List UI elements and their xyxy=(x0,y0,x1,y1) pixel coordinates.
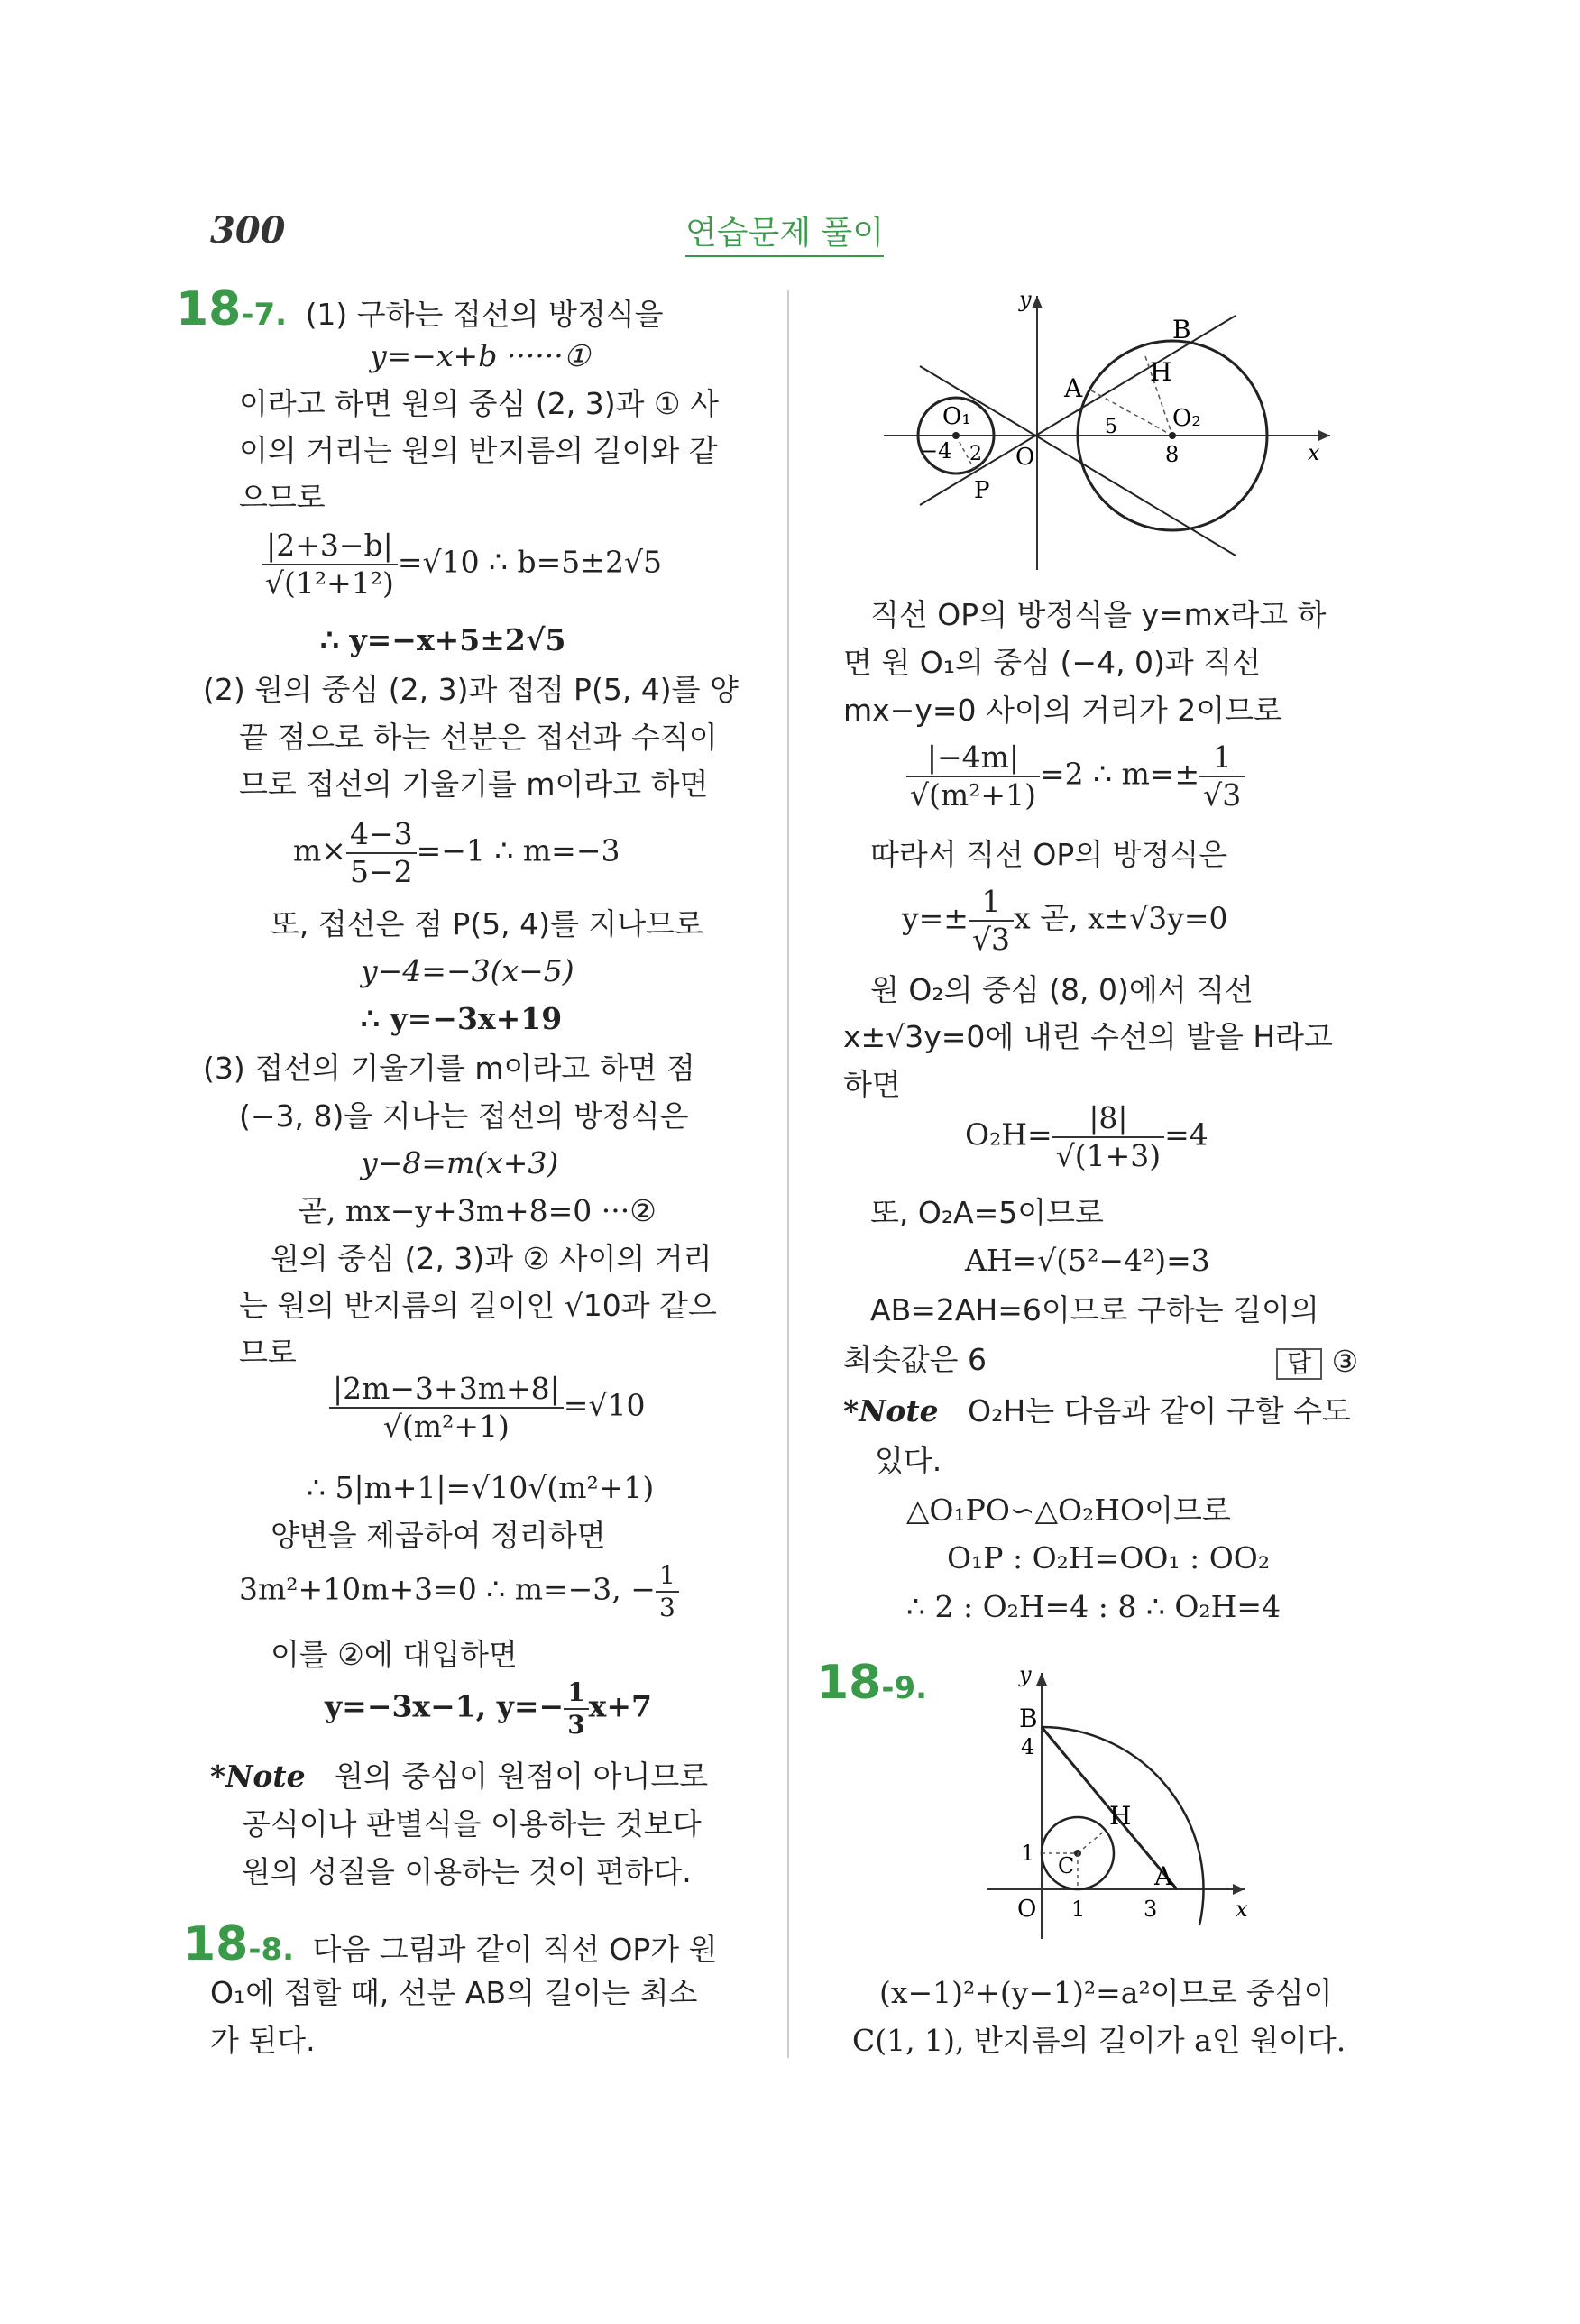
note-line: O₁P : O₂H=OO₁ : OO₂ xyxy=(947,1540,1271,1575)
label-a: A xyxy=(1154,1861,1173,1891)
text-line: (x−1)²+(y−1)²=a²이므로 중심이 xyxy=(879,1975,1333,2010)
text-line: (−3, 8)을 지나는 접선의 방정식은 xyxy=(239,1098,689,1134)
figure-18-9 xyxy=(974,1664,1263,1952)
fraction-eq-r1: $\frac{|-4m|}{\text{√(m²+1)}}$ =2 ∴ m=± $\frac{1}{√3}$ xyxy=(906,739,1245,813)
answer-mark: 답 ③ xyxy=(1276,1344,1358,1380)
text-line: 므로 xyxy=(239,1335,297,1370)
fraction-eq-3: $\frac{|2m-3+3m+8|}{\text{√(m²+1)}}$ =√10 xyxy=(329,1371,645,1444)
fraction-eq-1: $\frac{|2+3-b|}{\text{√(1²+1²)}}$ =√10 ∴ b=5±2√5 xyxy=(262,528,662,601)
label-c: C xyxy=(1058,1853,1075,1878)
label-8: 8 xyxy=(1165,442,1180,467)
label-o: O xyxy=(1015,444,1035,471)
label-2: 2 xyxy=(969,443,982,465)
label-5: 5 xyxy=(1105,416,1117,438)
problem-18-8-heading: 18-8. 다음 그림과 같이 직선 OP가 원 xyxy=(183,1917,718,1971)
text-line: 하면 xyxy=(843,1067,901,1102)
label-h: H xyxy=(1109,1801,1132,1831)
text-line: 또, O₂A=5이므로 xyxy=(870,1195,1104,1230)
label-4: 4 xyxy=(1021,1734,1035,1759)
text-line: (2) 원의 중심 (2, 3)과 접점 P(5, 4)를 양 xyxy=(203,672,739,707)
label-a: A xyxy=(1064,373,1083,403)
label-y: y xyxy=(1019,1664,1032,1687)
column-divider xyxy=(787,290,789,2058)
label-h: H xyxy=(1150,357,1172,387)
text-line: 는 원의 반지름의 길이인 √10과 같으 xyxy=(239,1288,717,1323)
text-line: x±√3y=0에 내린 수선의 발을 H라고 xyxy=(843,1019,1333,1054)
label-x: x xyxy=(1308,440,1320,465)
text-line: 므로 접선의 기울기를 m이라고 하면 xyxy=(239,767,709,802)
equation-5: ∴ 5|m+1|=√10√(m²+1) xyxy=(307,1470,655,1505)
label-y: y xyxy=(1019,289,1032,312)
center-o2 xyxy=(1169,432,1176,439)
label-o: O xyxy=(1017,1896,1037,1923)
equation-1: y=−x+b ······① xyxy=(370,338,591,373)
equation-2: y−4=−3(x−5) xyxy=(361,953,574,988)
problem-18-9-heading: 18-9. xyxy=(816,1656,928,1710)
answer-3: y=−3x−1, y=− $\frac{1}{3}$ x+7 xyxy=(325,1677,652,1740)
y-arrow-icon xyxy=(1032,296,1043,308)
equation-3: y−8=m(x+3) xyxy=(361,1145,559,1180)
note-line: ∴ 2 : O₂H=4 : 8 ∴ O₂H=4 xyxy=(906,1589,1281,1624)
fraction-eq-2: m× $\frac{4-3}{5-2}$ =−1 ∴ m=−3 xyxy=(293,816,620,889)
text-line: 끝 점으로 하는 선분은 접선과 수직이 xyxy=(239,720,718,755)
text-line: 원 O₂의 중심 (8, 0)에서 직선 xyxy=(870,972,1254,1007)
problem-18-7-heading: 18-7. (1) 구하는 접선의 방정식을 xyxy=(176,282,664,336)
page-number: 300 xyxy=(210,209,286,252)
text-line: AB=2AH=6이므로 구하는 길이의 xyxy=(870,1292,1319,1327)
note-line: *Note O₂H는 다음과 같이 구할 수도 xyxy=(843,1393,1351,1428)
radius-o2a xyxy=(1091,390,1172,436)
x-arrow-icon xyxy=(1318,430,1330,441)
text-line: 이의 거리는 원의 반지름의 길이와 같 xyxy=(239,433,718,468)
radius-ch xyxy=(1078,1831,1105,1853)
label-b: B xyxy=(1019,1704,1038,1733)
note-line: 공식이나 판별식을 이용하는 것보다 xyxy=(242,1806,702,1842)
answer-1: ∴ y=−x+5±2√5 xyxy=(320,622,566,657)
note-line: *Note 원의 중심이 원점이 아니므로 xyxy=(210,1759,709,1794)
text-line: 따라서 직선 OP의 방정식은 xyxy=(870,837,1228,872)
text-line: 직선 OP의 방정식을 y=mx라고 하 xyxy=(870,597,1327,632)
figure-18-8 xyxy=(884,289,1335,577)
label-b: B xyxy=(1172,315,1191,344)
equation-6: 3m²+10m+3=0 ∴ m=−3, − $\frac{1}{3}$ xyxy=(239,1560,679,1622)
text-line: 또, 접선은 점 P(5, 4)를 지나므로 xyxy=(271,906,703,942)
text-line: (3) 접선의 기울기를 m이라고 하면 점 xyxy=(203,1051,695,1086)
text-line: 원의 중심 (2, 3)과 ② 사이의 거리 xyxy=(271,1241,712,1276)
text-line: 가 된다. xyxy=(210,2023,316,2058)
text-line: 양변을 제곱하여 정리하면 xyxy=(271,1518,606,1553)
note-line: 원의 성질을 이용하는 것이 편하다. xyxy=(242,1854,692,1889)
text-line: C(1, 1), 반지름의 길이가 a인 원이다. xyxy=(852,2023,1346,2058)
label-p: P xyxy=(974,477,990,504)
fraction-eq-r2: O₂H= $\frac{|8|}{√(1+3)}$ =4 xyxy=(965,1100,1208,1173)
label-1x: 1 xyxy=(1071,1897,1086,1922)
label-o1: O₁ xyxy=(942,403,971,430)
text-line: 이라고 하면 원의 중심 (2, 3)과 ① 사 xyxy=(239,386,719,421)
answer-2: ∴ y=−3x+19 xyxy=(361,1001,563,1036)
label-o2: O₂ xyxy=(1172,405,1201,432)
x-arrow-icon xyxy=(1233,1884,1245,1895)
note-line: 있다. xyxy=(875,1443,942,1478)
equation-4: 곧, mx−y+3m+8=0 ···② xyxy=(298,1193,657,1228)
note-line: △O₁PO∽△O₂HO이므로 xyxy=(906,1493,1231,1528)
text-line: 으므로 xyxy=(239,480,326,515)
label-minus4: −4 xyxy=(920,438,952,464)
page-header xyxy=(0,0,1580,271)
y-arrow-icon xyxy=(1036,1673,1047,1686)
equation-r2: AH=√(5²−4²)=3 xyxy=(965,1243,1210,1278)
equation-r1: y=± $\frac{1}{√3}$ x 곧, x±√3y=0 xyxy=(902,884,1228,957)
center-o1 xyxy=(952,432,960,439)
text-line: 이를 ②에 대입하면 xyxy=(271,1637,518,1672)
text-line: 면 원 O₁의 중심 (−4, 0)과 직선 xyxy=(843,645,1262,680)
answer-line: 최솟값은 6 답 ③ xyxy=(843,1342,1359,1379)
label-3: 3 xyxy=(1144,1897,1158,1922)
section-title: 연습문제 풀이 xyxy=(685,207,884,257)
text-line: mx−y=0 사이의 거리가 2이므로 xyxy=(843,693,1282,728)
label-1y: 1 xyxy=(1021,1841,1035,1866)
text-line: O₁에 접할 때, 선분 AB의 길이는 최소 xyxy=(210,1975,698,2010)
label-x: x xyxy=(1236,1897,1248,1922)
